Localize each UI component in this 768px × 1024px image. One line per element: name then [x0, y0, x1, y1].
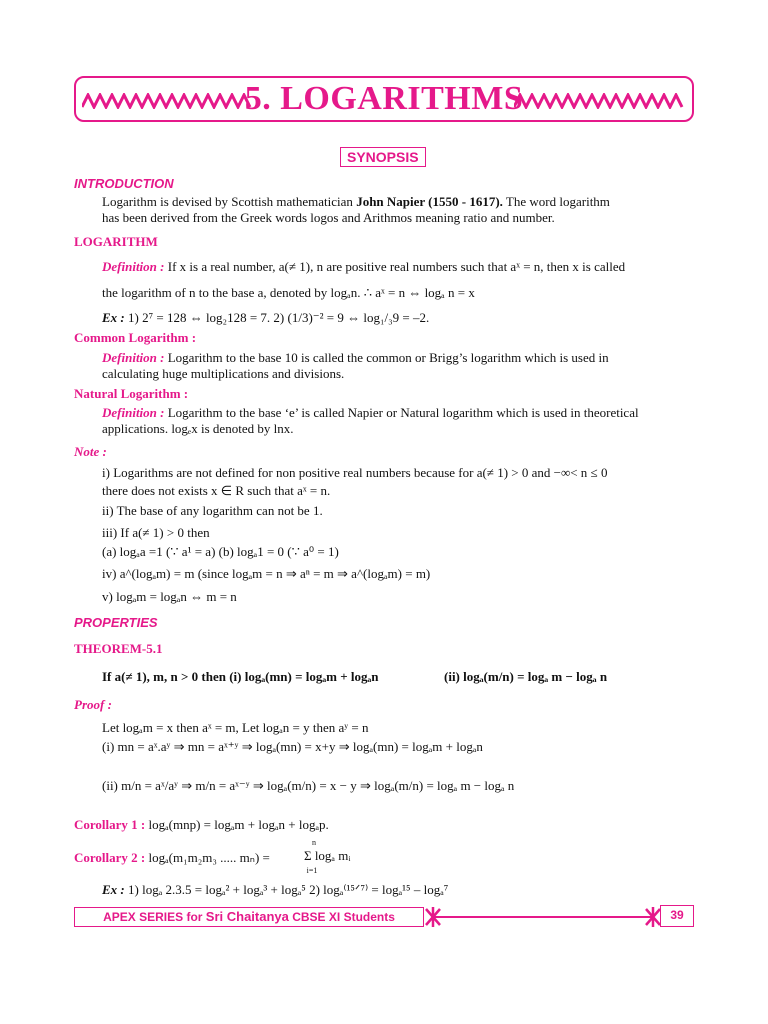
note-heading: Note : [74, 444, 107, 459]
natural-definition-line-2: applications. logₑx is denoted by lnx. [102, 421, 294, 436]
example-text: 1) logₐ 2.3.5 = logₐ² + logₐ³ + logₐ⁵ 2) logₐ⁽¹⁵ᐟ⁷⁾ = logₐ¹⁵ – logₐ⁷ [128, 882, 449, 897]
footer-suffix: CBSE XI Students [288, 910, 395, 924]
proof-heading: Proof : [74, 697, 112, 712]
logarithm-heading: LOGARITHM [74, 234, 158, 249]
logarithm-definition-line-1 [102, 259, 625, 275]
corollary-1-label: Corollary 1 : [74, 817, 146, 832]
note-iii: iii) If a(≠ 1) > 0 then [102, 525, 210, 540]
intro-text-napier: John Napier (1550 - 1617). [356, 194, 503, 209]
sum-lower-limit: i=1 [306, 866, 318, 875]
natural-definition-line-1 [102, 405, 639, 421]
theorem-heading: THEOREM-5.1 [74, 641, 163, 656]
note-i-line-1: i) Logarithms are not defined for non positive real numbers because for a(≠ 1) > 0 and −∞< n ≤ 0 [102, 465, 608, 480]
theorem-statement-ii: (ii) logₐ(m/n) = logₐ m − logₐ n [444, 669, 608, 684]
page-number: 39 [660, 905, 694, 927]
footer-banner [74, 907, 424, 927]
footer-rule-ornament-icon [424, 905, 664, 929]
definition-text: Logarithm to the base 10 is called the common or Brigg’s logarithm which is used in [167, 350, 609, 365]
synopsis-label: SYNOPSIS [340, 147, 426, 167]
footer-brand: Sri Chaitanya [205, 909, 289, 924]
proof-let: Let logₐm = x then aˣ = m, Let logₐn = y then aʸ = n [102, 720, 369, 735]
corollary-2-label: Corollary 2 : [74, 850, 146, 865]
chapter-title: 5. LOGARITHMS [244, 80, 524, 117]
example-label: Ex : [102, 310, 125, 325]
common-logarithm-heading: Common Logarithm : [74, 330, 197, 345]
sum-expression: Σ logₐ mᵢ [304, 848, 351, 863]
sum-upper-limit: n [312, 838, 316, 847]
properties-heading: PROPERTIES [74, 615, 158, 630]
note-iii-ab: (a) logₐa =1 (∵ a¹ = a) (b) logₐ1 = 0 (∵ a⁰ = 1) [102, 544, 339, 559]
definition-text: Logarithm to the base ‘e’ is called Napier or Natural logarithm which is used in theoretical [167, 405, 639, 420]
proof-i: (i) mn = aˣ.aʸ ⇒ mn = aˣ⁺ʸ ⇒ logₐ(mn) = x+y ⇒ logₐ(mn) = logₐm + logₐn [102, 739, 483, 754]
introduction-line-2: has been derived from the Greek words logos and Arithmos meaning ratio and number. [102, 210, 555, 225]
footer-prefix: APEX SERIES for [103, 910, 206, 924]
zigzag-ornament-right-icon [514, 93, 684, 109]
natural-logarithm-heading: Natural Logarithm : [74, 386, 189, 401]
note-iv: iv) a^(logₐm) = m (since logₐm = n ⇒ aⁿ = m ⇒ a^(logₐm) = m) [102, 566, 431, 581]
theorem-statement: If a(≠ 1), m, n > 0 then (i) logₐ(mn) = logₐm + logₐn [102, 669, 379, 684]
definition-text: If x is a real number, a(≠ 1), n are positive real numbers such that aˣ = n, then x is called [167, 259, 626, 274]
proof-ii: (ii) m/n = aˣ/aʸ ⇒ m/n = aˣ⁻ʸ ⇒ logₐ(m/n) = x − y ⇒ logₐ(m/n) = logₐ m − logₐ n [102, 778, 515, 793]
corollary-1 [74, 817, 329, 833]
definition-label: Definition : [102, 259, 165, 274]
intro-text-c: The word logarithm [502, 194, 610, 209]
note-i-line-2: there does not exists x ∈ R such that aˣ = n. [102, 483, 331, 498]
introduction-heading: INTRODUCTION [74, 176, 174, 191]
introduction-line-1 [102, 194, 610, 210]
logarithm-definition-line-2: the logarithm of n to the base a, denoted by logₐn. ∴ aˣ = n ⇔ logₐ n = x [102, 285, 475, 300]
common-definition-line-1 [102, 350, 609, 366]
definition-label: Definition : [102, 405, 165, 420]
common-definition-line-2: calculating huge multiplications and divisions. [102, 366, 345, 381]
note-v: v) logₐm = logₐn ⇔ m = n [102, 589, 237, 604]
note-ii: ii) The base of any logarithm can not be 1. [102, 503, 323, 518]
definition-label: Definition : [102, 350, 165, 365]
chapter-title-box [74, 76, 694, 122]
corollary-2 [74, 850, 270, 866]
example-label: Ex : [102, 882, 125, 897]
footer-text [75, 909, 423, 924]
properties-example [102, 882, 448, 898]
corollary-2-text: logₐ(m₁m₂m₃ ..... mₙ) = [148, 850, 270, 865]
example-text: 1) 2⁷ = 128 ⇔ log₂128 = 7. 2) (1/3)⁻² = 9 ⇔ log₁/₃9 = –2. [128, 310, 430, 325]
corollary-1-text: logₐ(mnp) = logₐm + logₐn + logₐp. [148, 817, 329, 832]
intro-text-a: Logarithm is devised by Scottish mathematician [102, 194, 357, 209]
logarithm-example [102, 310, 429, 326]
